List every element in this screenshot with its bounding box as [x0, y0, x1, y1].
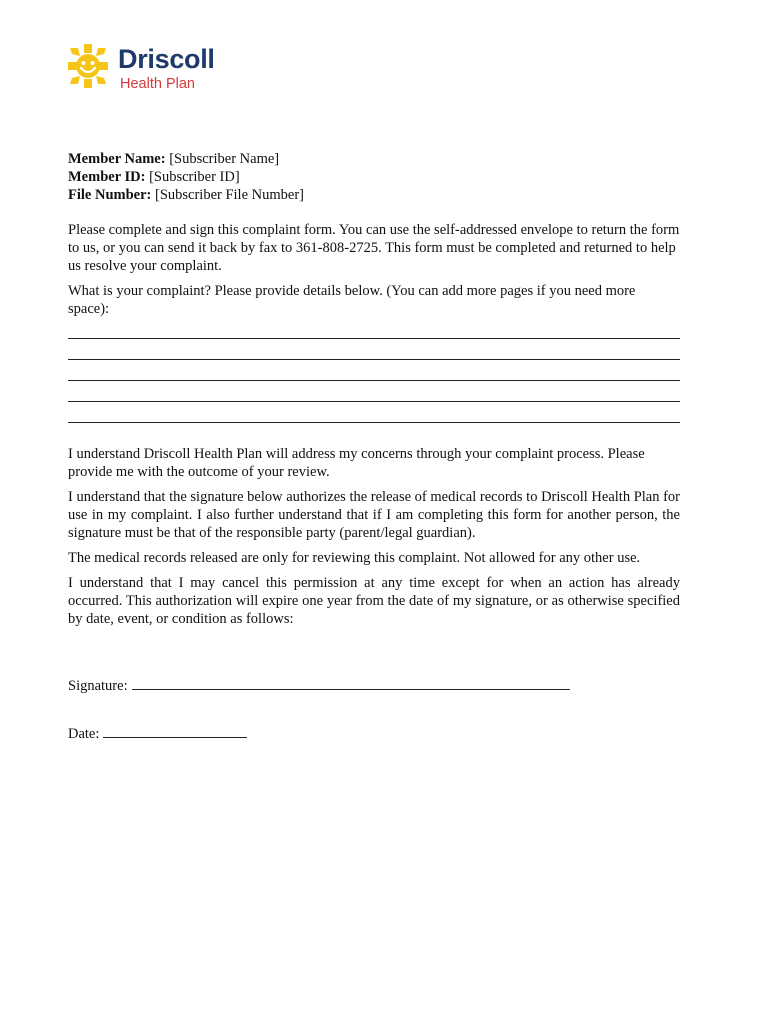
- authorization-paragraph: I understand that the signature below authorizes the release of medical records to Driscoll Health Plan for use in my complaint. I also further understand that if I am completing this form for another person, the signature must be that of the responsible party (parent/legal guardian).: [68, 489, 681, 541]
- complaint-line-4[interactable]: [68, 381, 680, 402]
- date-label: Date:: [68, 726, 100, 742]
- brand-name: Driscoll: [118, 44, 215, 74]
- member-id-value: [Subscriber ID]: [145, 169, 240, 185]
- member-fields: [68, 150, 680, 204]
- signature-field[interactable]: [132, 675, 570, 690]
- driscoll-logo: [68, 44, 238, 94]
- signature-label: Signature:: [68, 678, 128, 694]
- complaint-details-area[interactable]: [68, 318, 680, 423]
- member-id-row: [68, 168, 680, 186]
- complaint-question: What is your complaint? Please provide details below. (You can add more pages if you need more space):: [68, 283, 636, 317]
- complaint-line-5[interactable]: [68, 402, 680, 423]
- sun-smiley-icon: [68, 44, 108, 88]
- member-name-label: Member Name:: [68, 151, 166, 167]
- signature-row: [68, 675, 680, 695]
- member-name-value: [Subscriber Name]: [165, 151, 280, 167]
- file-number-row: [68, 186, 680, 204]
- member-name-row: [68, 150, 680, 168]
- complaint-line-3[interactable]: [68, 360, 680, 381]
- intro-paragraph: Please complete and sign this complaint form. You can use the self-addressed envelope to return the form to us, or you can send it back by fax to 361-808-2725. This form must be completed and returned to help us resolve your complaint.: [68, 222, 680, 274]
- complaint-line-1[interactable]: [68, 318, 680, 339]
- date-row: [68, 723, 680, 743]
- understand-process-paragraph: I understand Driscoll Health Plan will address my concerns through your complaint process. Please provide me with the outcome of your review.: [68, 446, 645, 480]
- brand-subtitle: Health Plan: [120, 76, 195, 92]
- file-number-value: [Subscriber File Number]: [151, 187, 304, 203]
- member-id-label: Member ID:: [68, 169, 146, 185]
- date-field[interactable]: [103, 723, 247, 738]
- records-note-paragraph: The medical records released are only for reviewing this complaint. Not allowed for any other use.: [68, 550, 641, 566]
- complaint-line-2[interactable]: [68, 339, 680, 360]
- cancel-permission-paragraph: I understand that I may cancel this permission at any time except for when an action has already occurred. This authorization will expire one year from the date of my signature, or as otherwise specified by date, event, or condition as follows:: [68, 575, 680, 627]
- form-content: [68, 150, 680, 743]
- file-number-label: File Number:: [68, 187, 152, 203]
